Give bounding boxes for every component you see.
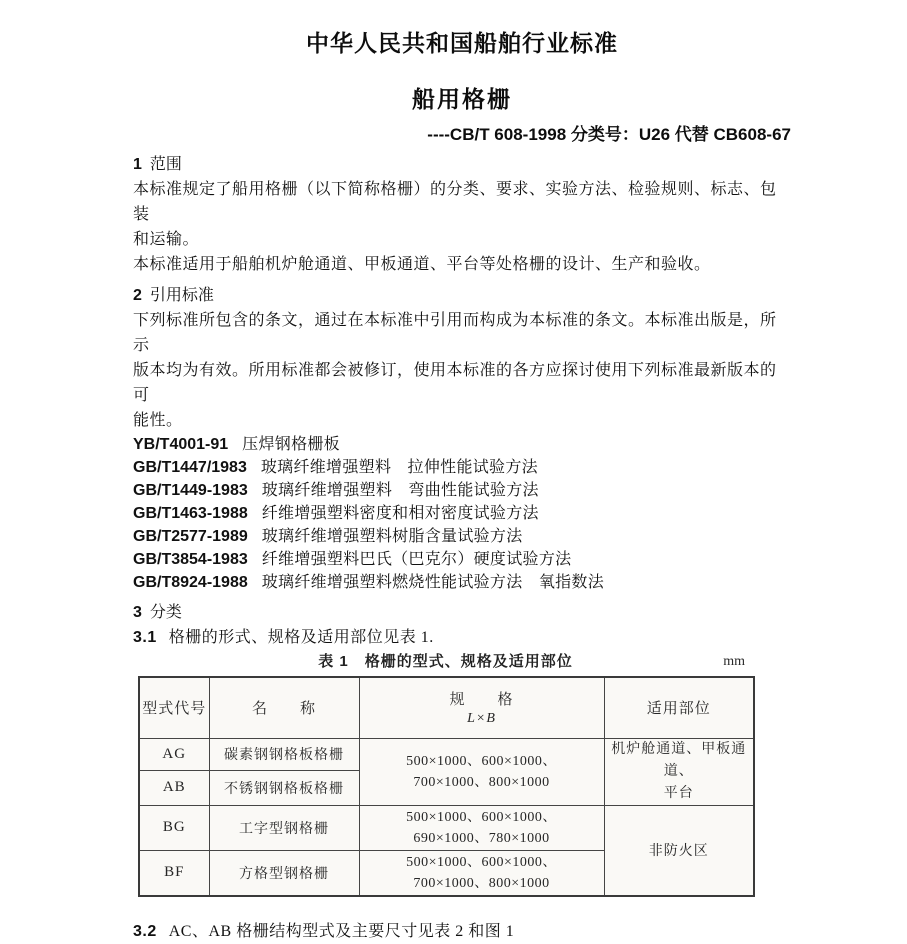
- spec-line: 500×1000、600×1000、: [406, 809, 557, 825]
- reference-code: GB/T3854-1983: [133, 551, 248, 568]
- column-header-code: [139, 677, 209, 738]
- clause-3-1: [133, 625, 791, 650]
- section-2-number: 2: [133, 287, 142, 304]
- section-2-heading: [133, 283, 791, 308]
- cell-spec-bg: [359, 805, 604, 850]
- reference-code: YB/T4001-91: [133, 436, 229, 453]
- cell-usage-ag-ab: [604, 738, 754, 805]
- section-2-paragraph-line: 下列标准所包含的条文，通过在本标准中引用而构成为本标准的条文。本标准出版是，所示: [133, 312, 777, 354]
- table-1-unit-label: mm: [723, 654, 745, 669]
- reference-title: 玻璃纤维增强塑料 弯曲性能试验方法: [261, 482, 539, 499]
- section-1-heading: [133, 152, 791, 177]
- clause-3-2: [133, 919, 791, 944]
- section-3-title: 分类: [149, 604, 182, 621]
- reference-title: 玻璃纤维增强塑料燃烧性能试验方法 氧指数法: [261, 574, 605, 591]
- reference-title: 玻璃纤维增强塑料 拉伸性能试验方法: [260, 459, 538, 476]
- spec-line: 700×1000、800×1000: [413, 774, 550, 790]
- reference-code: GB/T2577-1989: [133, 528, 248, 545]
- document-subtitle: 船用格栅: [412, 86, 512, 112]
- section-1-title: 范围: [149, 156, 182, 173]
- cell-name-bg: 工字型钢格栅: [209, 805, 359, 850]
- cell-spec-ag-ab: [359, 738, 604, 805]
- spec-line: 500×1000、600×1000、: [406, 854, 557, 870]
- cell-name-bf: 方格型钢格栅: [209, 850, 359, 896]
- column-header-name-label: 名 称: [251, 701, 316, 718]
- cell-name-ag: 碳素钢钢格板格栅: [209, 738, 359, 771]
- reference-item: [133, 548, 791, 571]
- reference-code: GB/T1463-1988: [133, 505, 248, 522]
- spec-line: 500×1000、600×1000、: [406, 753, 557, 769]
- usage-line: 平台: [663, 785, 694, 801]
- column-header-code-label: 型式代号: [142, 701, 207, 718]
- clause-3-2-text: AC、AB 格栅结构型式及主要尺寸见表 2 和图 1: [168, 923, 515, 940]
- reference-item: [133, 525, 791, 548]
- column-header-spec-label: 规 格: [449, 692, 514, 709]
- table-1-scan-region: [138, 652, 753, 897]
- reference-item: [133, 433, 791, 456]
- standard-designation: ----CB/T 608-1998 分类号：U26 代替 CB608-67: [427, 125, 791, 144]
- reference-item: [133, 479, 791, 502]
- section-2-title: 引用标准: [149, 287, 214, 304]
- usage-line: 机炉舱通道、甲板通道、: [611, 741, 747, 779]
- clause-3-1-number: 3.1: [133, 629, 157, 646]
- section-1-number: 1: [133, 156, 142, 173]
- table-row-ag: [139, 738, 754, 771]
- reference-code: GB/T1449-1983: [133, 482, 248, 499]
- table-1-caption: 表 1 格栅的型式、规格及适用部位: [318, 653, 573, 670]
- spec-line: 700×1000、800×1000: [413, 875, 550, 891]
- clause-3-1-text: 格栅的形式、规格及适用部位见表 1.: [168, 629, 434, 646]
- cell-usage-bg-bf: 非防火区: [604, 805, 754, 896]
- cell-code-ag: AG: [139, 738, 209, 771]
- cell-code-bf: BF: [139, 850, 209, 896]
- reference-item: [133, 456, 791, 479]
- column-header-usage-label: 适用部位: [646, 701, 711, 718]
- section-3-number: 3: [133, 604, 142, 621]
- table-1: [138, 676, 755, 897]
- reference-title: 压焊钢格栅板: [242, 436, 340, 453]
- column-header-name: [209, 677, 359, 738]
- column-header-spec-dimensions: L×B: [467, 711, 496, 727]
- table-header-row: [139, 677, 754, 738]
- section-1-paragraph-line: 和运输。: [133, 231, 200, 248]
- reference-code: GB/T8924-1988: [133, 574, 248, 591]
- cell-name-ab: 不锈钢钢格板格栅: [209, 771, 359, 805]
- reference-item: [133, 502, 791, 525]
- section-1-paragraph-line: 本标准适用于船舶机炉舱通道、甲板通道、平台等处格栅的设计、生产和验收。: [133, 256, 711, 273]
- table-1-caption-row: [138, 652, 753, 672]
- section-2-paragraph-line: 能性。: [133, 412, 183, 429]
- page-title: 中华人民共和国船舶行业标准: [306, 30, 618, 56]
- reference-code: GB/T1447/1983: [133, 459, 247, 476]
- column-header-spec: [359, 677, 604, 738]
- cell-code-bg: BG: [139, 805, 209, 850]
- reference-title: 纤维增强塑料巴氏（巴克尔）硬度试验方法: [261, 551, 572, 568]
- reference-title: 纤维增强塑料密度和相对密度试验方法: [261, 505, 539, 522]
- section-1-paragraph-line: 本标准规定了船用格栅（以下简称格栅）的分类、要求、实验方法、检验规则、标志、包装: [133, 181, 777, 223]
- column-header-usage: [604, 677, 754, 738]
- cell-code-ab: AB: [139, 771, 209, 805]
- cell-spec-bf: [359, 850, 604, 896]
- reference-item: [133, 571, 791, 594]
- clause-3-2-number: 3.2: [133, 923, 157, 940]
- section-3-heading: [133, 600, 791, 625]
- reference-title: 玻璃纤维增强塑料树脂含量试验方法: [261, 528, 523, 545]
- spec-line: 690×1000、780×1000: [413, 830, 550, 846]
- section-2-paragraph-line: 版本均为有效。所用标准都会被修订，使用本标准的各方应探讨使用下列标准最新版本的可: [133, 362, 777, 404]
- table-row-bg: [139, 805, 754, 850]
